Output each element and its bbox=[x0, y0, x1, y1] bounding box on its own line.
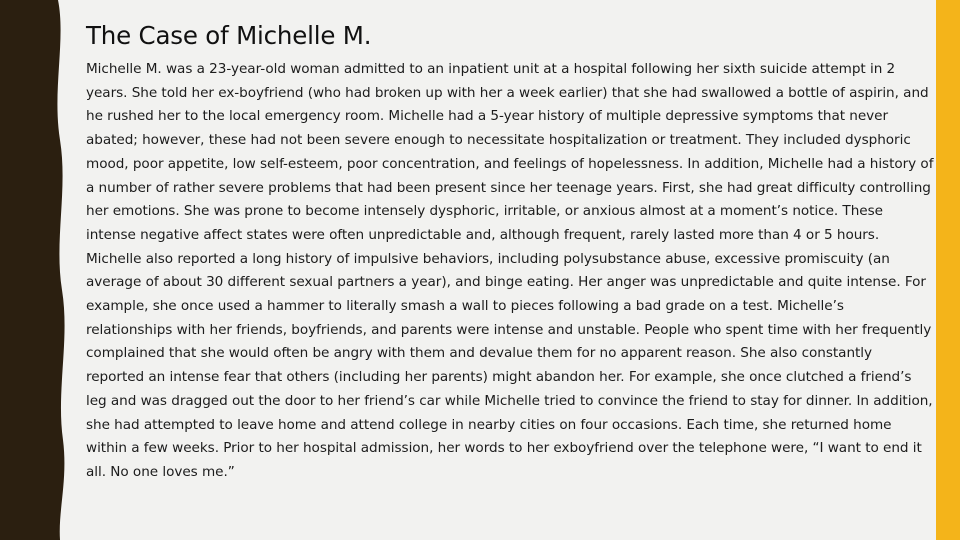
slide-title: The Case of Michelle M. bbox=[86, 21, 372, 50]
wavy-edge-shape bbox=[0, 0, 65, 540]
left-decorative-band bbox=[0, 0, 80, 540]
case-description-paragraph: Michelle M. was a 23-year-old woman admitted to an inpatient unit at a hospital following her sixth suicide attempt in 2 years. She told her ex-boyfriend (who had broken up with her a week earlier) that she had swallowed a bottle of aspirin, and he rushed her to the local emergency room. Michelle had a 5-year history of multiple depressive symptoms that never abated; however, these had not been severe enough to necessitate hospitalization or treatment. They included dysphoric mood, poor appetite, low self-esteem, poor concentration, and feelings of hopelessness. In addition, Michelle had a history of a number of rather severe problems that had been present since her teenage years. First, she had great difficulty controlling her emotions. She was prone to become intensely dysphoric, irritable, or anxious almost at a moment’s notice. These intense negative affect states were often unpredictable and, although frequent, rarely lasted more than 4 or 5 hours. Michelle also reported a long history of impulsive behaviors, including polysubstance abuse, excessive promiscuity (an average of about 30 different sexual partners a year), and binge eating. Her anger was unpredictable and quite intense. For example, she once used a hammer to literally smash a wall to pieces following a bad grade on a test. Michelle’s relationships with her friends, boyfriends, and parents were intense and unstable. People who spent time with her frequently complained that she would often be angry with them and devalue them for no apparent reason. She also constantly reported an intense fear that others (including her parents) might abandon her. For example, she once clutched a friend’s leg and was dragged out the door to her friend’s car while Michelle tried to convince the friend to stay for dinner. In addition, she had attempted to leave home and attend college in nearby cities on four occasions. Each time, she returned home within a few weeks. Prior to her hospital admission, her words to her exboyfriend over the telephone were, “I want to end it all. No one loves me.” bbox=[86, 61, 934, 480]
slide-content bbox=[86, 18, 934, 485]
right-accent-band bbox=[936, 0, 960, 540]
